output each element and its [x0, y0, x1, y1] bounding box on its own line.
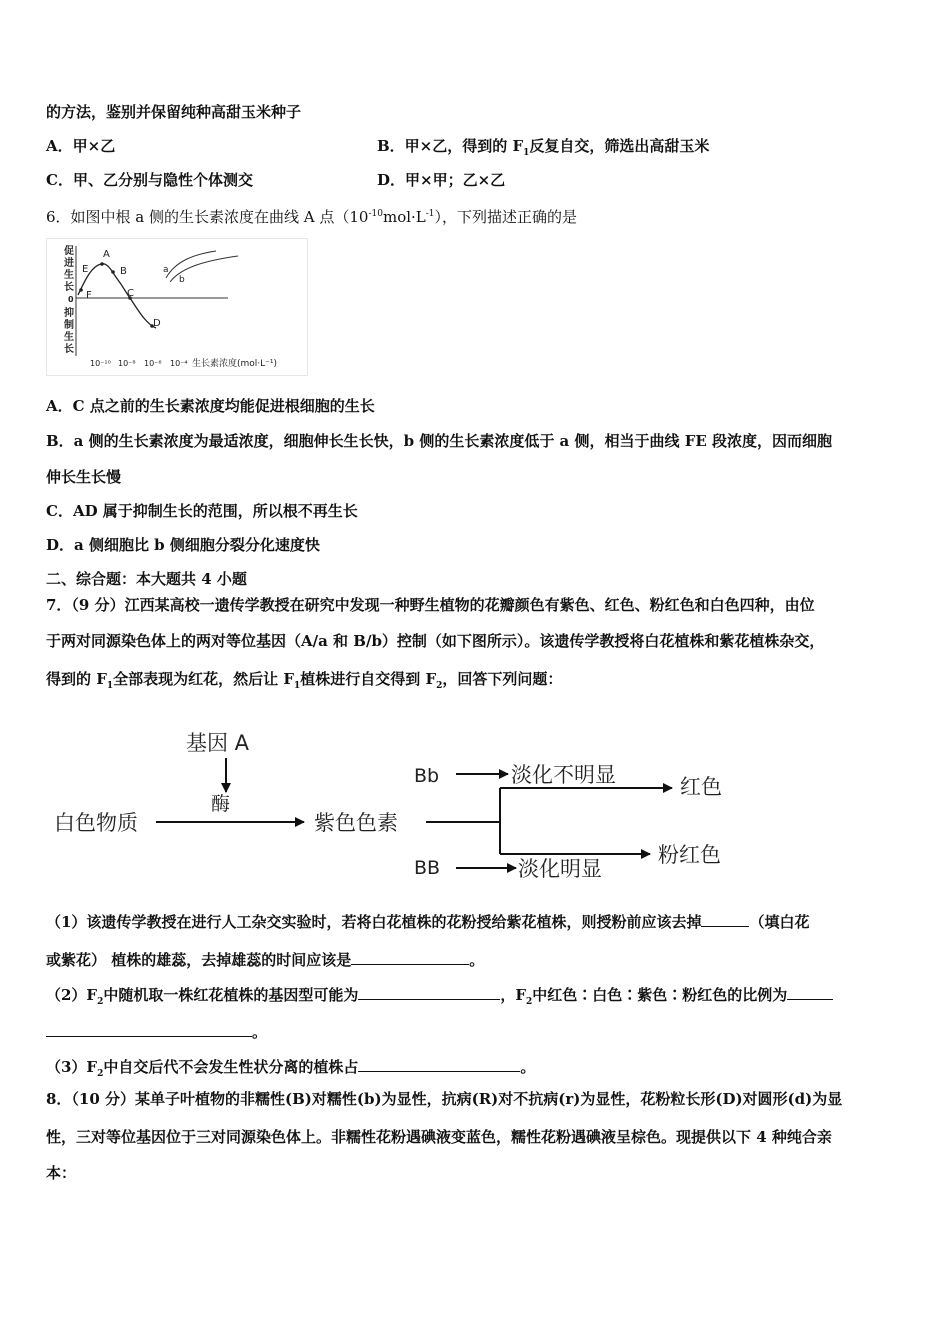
- section-heading: 二、综合题：本大题共 4 小题: [46, 570, 247, 588]
- x-tick-label: 10⁻⁸: [118, 359, 136, 368]
- inset-label-b: b: [179, 275, 185, 285]
- bb-homozygous-label: BB: [414, 857, 441, 879]
- q5-option-d: D．甲×甲；乙×乙: [377, 171, 506, 189]
- q6-option-c: C．AD 属于抑制生长的范围，所以根不再生长: [46, 502, 358, 520]
- point-a-label: A: [103, 249, 110, 260]
- bb-heterozygous-label: Bb: [414, 765, 440, 787]
- q6-option-a: A．C 点之前的生长素浓度均能促进根细胞的生长: [46, 397, 375, 415]
- y-label-bottom-3: 长: [64, 344, 74, 355]
- pink-result-label: 粉红色: [658, 843, 721, 867]
- q5-stem-tail: 的方法，鉴别并保留纯种高甜玉米种子: [46, 103, 302, 121]
- answer-blank-5[interactable]: [358, 1057, 520, 1072]
- q7-line-2: 于两对同源染色体上的两对等位基因（A/a 和 B/b）控制（如下图所示）。该遗传学教授将白花植株和紫花植株杂交，: [46, 632, 825, 650]
- fade-weak-label: 淡化不明显: [511, 763, 616, 787]
- gene-a-label: 基因 A: [186, 731, 250, 755]
- y-label-top-3: 长: [64, 282, 74, 293]
- purple-pigment-label: 紫色色素: [314, 811, 398, 835]
- answer-blank-2[interactable]: [351, 950, 469, 965]
- y-label-bottom-0: 抑: [64, 308, 74, 319]
- q8-line-1: 8．（10 分）某单子叶植物的非糯性(B)对糯性(b)为显性，抗病(R)对不抗病(r)为显性，花粉粒长形(D)对圆形(d)为显: [46, 1090, 843, 1108]
- q5-option-b: B．甲×乙，得到的 $F_1$反复自交，筛选出高甜玉米: [377, 137, 710, 158]
- q7-part-3: $(3)F_2$中自交后代不会发生性状分离的植株占 。: [46, 1058, 536, 1079]
- point-e-dot: [79, 288, 83, 292]
- y-label-bottom-2: 生: [64, 332, 74, 343]
- point-e-label: E: [82, 264, 89, 275]
- white-substance-label: 白色物质: [54, 811, 138, 835]
- q5-option-a: A．甲×乙: [46, 137, 116, 155]
- point-b-dot: [111, 270, 115, 274]
- q8-line-2: 性，三对等位基因位于三对同源染色体上。非糯性花粉遇碘液变蓝色，糯性花粉遇碘液呈棕色。现提供以下 4 种纯合亲: [46, 1128, 832, 1146]
- answer-blank-3[interactable]: [358, 985, 500, 1000]
- q7-line-3: 得到的 $F_1$全部表现为红花，然后让 $F_1$植株进行自交得到 $F_2$，回答下列问题：: [46, 670, 563, 691]
- q7-part-2-cont: 。: [46, 1022, 267, 1042]
- y-label-zero: 0: [68, 295, 74, 304]
- y-label-bottom-1: 制: [64, 320, 74, 331]
- red-result-label: 红色: [680, 775, 722, 799]
- q5-option-c: C．甲、乙分别与隐性个体测交: [46, 171, 253, 189]
- y-label-top-0: 促: [64, 246, 74, 257]
- q6-stem: 6．如图中根 a 侧的生长素浓度在曲线 A 点$(10^{-10}mol\cdot L^{-1})$，下列描述正确的是: [46, 208, 578, 226]
- point-d-label: D: [153, 318, 161, 329]
- answer-blank-1[interactable]: [701, 912, 749, 927]
- x-tick-label: 10⁻⁴: [170, 359, 188, 368]
- q8-line-3: 本：: [46, 1164, 77, 1182]
- fade-strong-label: 淡化明显: [518, 857, 602, 881]
- inset-label-a: a: [163, 265, 169, 275]
- q7-part-2: $(2)F_2$中随机取一株红花植株的基因型可能为 ，$F_2$中红色∶白色∶紫色∶粉红色的比例为: [46, 985, 833, 1012]
- enzyme-label: 酶: [211, 793, 231, 815]
- q6-option-b-cont: 伸长生长慢: [46, 468, 122, 486]
- q7-part-1-line-2: 或紫花） 植株的雄蕊，去掉雄蕊的时间应该是 。: [46, 951, 485, 969]
- y-label-top-1: 进: [64, 258, 74, 269]
- q7-part-1-line-1: （1）该遗传学教授在进行人工杂交实验时，若将白花植株的花粉授给紫花植株，则授粉前应该去掉 （填白花: [46, 913, 810, 931]
- x-axis-label: 生长素浓度(mol·L⁻¹): [192, 359, 278, 369]
- x-tick-label: 10⁻¹⁰: [90, 359, 111, 368]
- q6-option-d: D．a 侧细胞比 b 侧细胞分裂分化速度快: [46, 536, 320, 554]
- q6-option-b: B．a 侧的生长素浓度为最适浓度，细胞伸长生长快，b 侧的生长素浓度低于 a 侧，相当于曲线 FE 段浓度，因而细胞: [46, 432, 833, 450]
- pigment-pathway-diagram: [46, 722, 756, 890]
- q7-line-1: 7．（9 分）江西某高校一遗传学教授在研究中发现一种野生植物的花瓣颜色有紫色、红色、粉红色和白色四种，由位: [46, 596, 815, 614]
- answer-blank-4-cont[interactable]: [46, 1022, 252, 1037]
- point-f-label: F: [86, 290, 92, 301]
- point-c-label: C: [127, 288, 134, 299]
- inset-curve-a: [166, 251, 216, 278]
- growth-curve-figure: [46, 238, 308, 376]
- point-a-dot: [100, 262, 104, 266]
- answer-blank-4[interactable]: [787, 985, 833, 1000]
- point-b-label: B: [120, 266, 127, 277]
- x-tick-label: 10⁻⁶: [144, 359, 162, 368]
- y-label-top-2: 生: [64, 270, 74, 281]
